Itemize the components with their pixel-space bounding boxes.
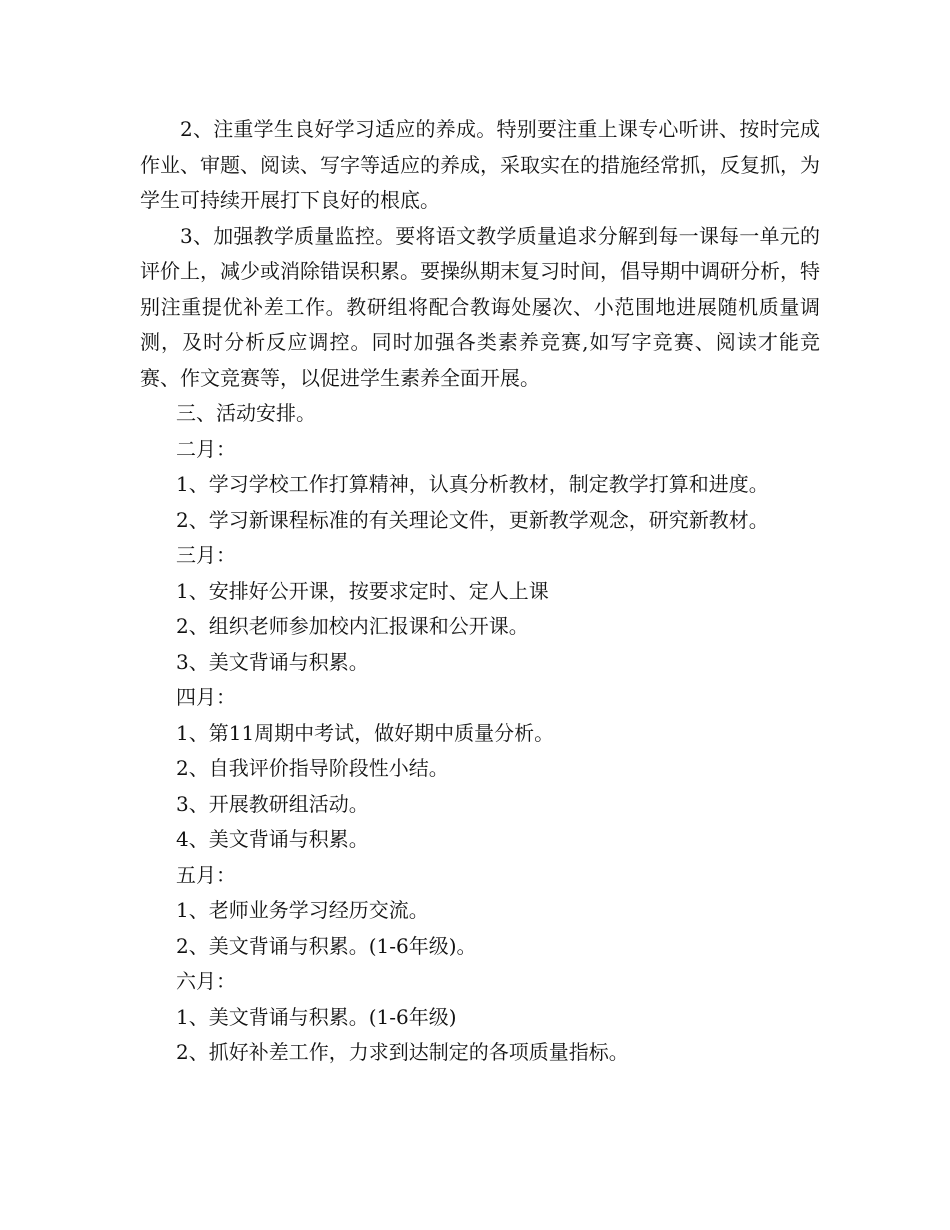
list-item: 1、学习学校工作打算精神，认真分析教材，制定教学打算和进度。 xyxy=(176,472,769,496)
list-item: 4、美文背诵与积累。 xyxy=(176,827,369,851)
paragraph-study-habits: 2、注重学生良好学习适应的养成。特别要注重上课专心听讲、按时完成作业、审题、阅读、写字等适应的养成，采取实在的措施经常抓，反复抓，为学生可持续开展打下良好的根底。 xyxy=(140,117,820,212)
month-heading-february: 二月： xyxy=(176,436,236,461)
section-heading-activities: 三、活动安排。 xyxy=(176,401,316,425)
document-body xyxy=(140,112,820,1071)
list-item: 2、自我评价指导阶段性小结。 xyxy=(176,756,449,780)
list-item: 3、美文背诵与积累。 xyxy=(176,649,369,674)
month-heading-march: 三月： xyxy=(176,543,236,567)
list-item: 2、美文背诵与积累。(1-6年级)。 xyxy=(176,933,477,958)
month-heading-april: 四月： xyxy=(176,685,236,709)
list-item: 2、组织老师参加校内汇报课和公开课。 xyxy=(176,614,529,638)
list-item: 1、安排好公开课，按要求定时、定人上课 xyxy=(176,578,549,603)
list-item: 3、开展教研组活动。 xyxy=(176,791,369,816)
list-item: 1、美文背诵与积累。(1-6年级) xyxy=(176,1004,457,1029)
list-item: 1、老师业务学习经历交流。 xyxy=(176,898,429,922)
month-heading-june: 六月： xyxy=(176,969,236,993)
list-item: 2、抓好补差工作，力求到达制定的各项质量指标。 xyxy=(176,1040,629,1064)
list-item: 1、第11周期中考试，做好期中质量分析。 xyxy=(176,720,555,745)
paragraph-quality-monitoring: 3、加强教学质量监控。要将语文教学质量追求分解到每一课每一单元的评价上，减少或消除错误积累。要操纵期末复习时间，倡导期中调研分析，特别注重提优补差工作。教研组将配合教诲处屡次、小范围地进展随机质量调测，及时分析反应调控。同时加强各类素养竞赛,如写字竞赛、阅读才能竞赛、作文竞赛等，以促进学生素养全面开展。 xyxy=(140,223,820,390)
month-heading-may: 五月： xyxy=(176,862,236,887)
list-item: 2、学习新课程标准的有关理论文件，更新教学观念，研究新教材。 xyxy=(176,507,769,532)
